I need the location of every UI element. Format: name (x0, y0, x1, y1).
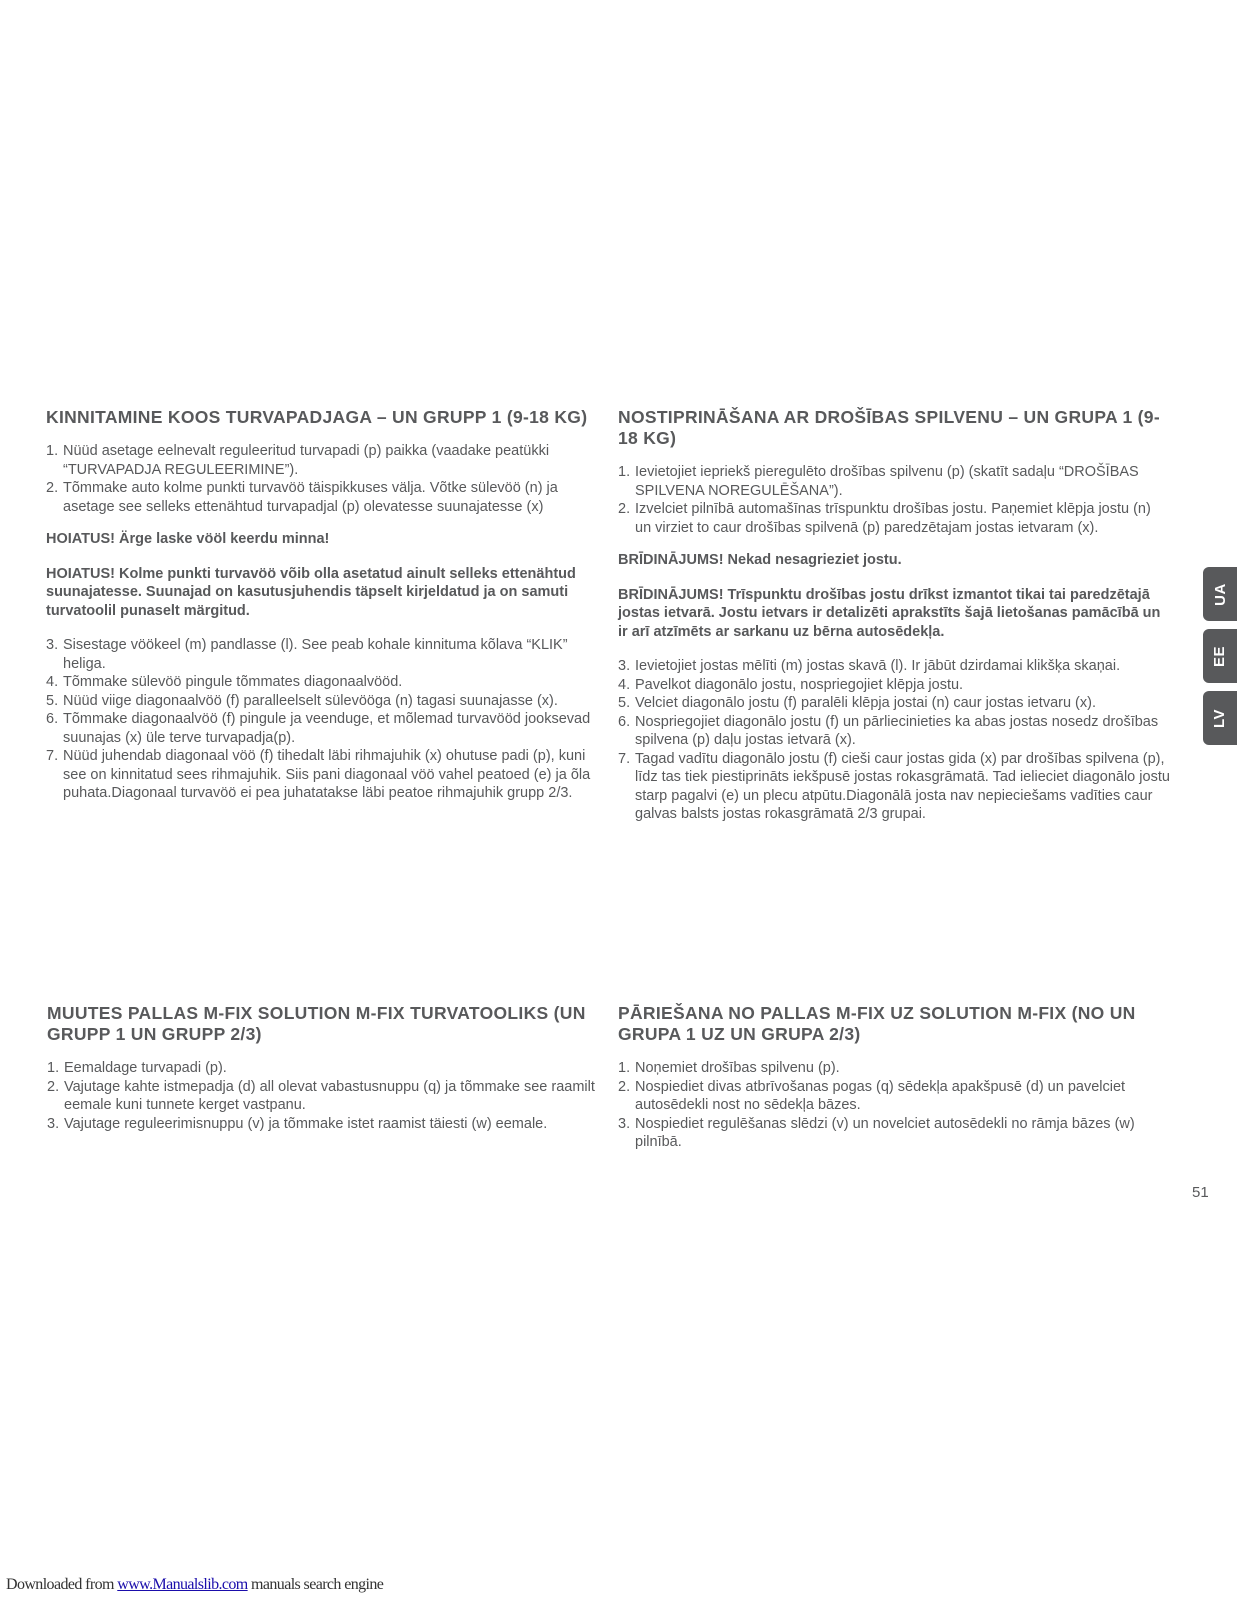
warning-text: BRĪDINĀJUMS! Trīspunktu drošības jostu drīkst izmantot tikai tai paredzētajā jostas ietvarā. Jostu ietvars ir detalizēti aprakstīts šajā lietošanas pamācībā un ir arī atzīmēts ar sarkanu uz bērna autosēdekļa. (618, 586, 1161, 640)
steps-list (618, 463, 1170, 537)
steps-list (46, 636, 606, 803)
list-item: 3. Sisestage vöökeel (m) pandlasse (l). See peab kohale kinnituma kõlava “KLIK” heliga. (46, 637, 568, 672)
download-footer: Downloaded from www.Manualslib.com manuals search engine (6, 1576, 384, 1593)
list-item: 6. Tõmmake diagonaalvöö (f) pingule ja veenduge, et mõlemad turvavööd jooksevad suunajas (x) üle terve turvapadja(p). (46, 711, 591, 746)
list-item: 6. Nospriegojiet diagonālo jostu (f) un pārliecinieties ka abas jostas nosedz drošības spilvena (p) daļu jostas ietvarā (x). (618, 713, 1159, 748)
list-item: 5. Nüüd viige diagonaalvöö (f) paralleelselt sülevööga (n) tagasi suunajasse (x). (46, 692, 558, 709)
list-item: 1. Noņemiet drošības spilvenu (p). (618, 1060, 840, 1076)
list-item: 2. Tõmmake auto kolme punkti turvavöö täispikkuses välja. Võtke sülevöö (n) ja asetage see selleks ettenähtud turvapadjal (p) olevatesse suunajatesse (x) (46, 480, 558, 515)
list-item: 7. Nüüd juhendab diagonaal vöö (f) tihedalt läbi rihmajuhik (x) ohutuse padi (p), kuni see on kinnitatud sees rihmajuhik. Siis pani diagonaal vöö vahel peatoed (e) ja õla puhata.Diagonaal turvavöö ei pea juhatatakse läbi peatoe rihmajuhik grupp 2/3. (46, 748, 591, 801)
section-converting-ee (47, 1003, 607, 1133)
steps-list (618, 1059, 1158, 1152)
list-item: 7. Tagad vadītu diagonālo jostu (f) cieši caur jostas gida (x) par drošības spilvena (p), līdz tas tiek piestiprināts iekšpusē jostas rokasgrāmatā. Tad ielieciet diagonālo jostu starp pagalvi (e) un plecu atpūtu.Diagonālā josta nav nepieciešams vadīties caur galvas balsts jostas rokasgrāmatā 2/3 grupai. (618, 750, 1170, 822)
language-tab-lv[interactable]: LV (1203, 691, 1237, 745)
section-title: NOSTIPRINĀŠANA AR DROŠĪBAS SPILVENU – UN GRUPA 1 (9-18 KG) (618, 407, 1160, 448)
list-item: 1. Ievietojiet iepriekš pieregulēto drošības spilvenu (p) (skatīt sadaļu “DROŠĪBAS SPILVENA NOREGULĒŠANA”). (618, 464, 1139, 499)
list-item: 3. Nospiediet regulēšanas slēdzi (v) un novelciet autosēdekli no rāmja bāzes (w) pilnībā. (618, 1115, 1135, 1150)
section-fitting-with-cushion-lv (618, 407, 1170, 824)
language-tab-ee[interactable]: EE (1203, 629, 1237, 683)
language-tab-ua[interactable]: UA (1203, 567, 1237, 621)
list-item: 1. Nüüd asetage eelnevalt reguleeritud turvapadi (p) paikka (vaadake peatükki “TURVAPADJA REGULEERIMINE”). (46, 443, 550, 478)
steps-list (618, 657, 1170, 824)
steps-list (47, 1059, 607, 1133)
section-fitting-with-cushion-ee (46, 407, 606, 803)
page-number: 51 (1192, 1184, 1209, 1201)
list-item: 5. Velciet diagonālo jostu (f) paralēli klēpja jostai (n) caur jostas ietvaru (x). (618, 695, 1096, 711)
section-title: PĀRIEŠANA NO PALLAS M-FIX UZ SOLUTION M-FIX (NO UN GRUPA 1 UZ UN GRUPA 2/3) (618, 1003, 1136, 1044)
section-title: KINNITAMINE KOOS TURVAPADJAGA – UN GRUPP 1 (9-18 KG) (46, 407, 588, 427)
list-item: 3. Ievietojiet jostas mēlīti (m) jostas skavā (l). Ir jābūt dzirdamai klikšķa skaņai. (618, 658, 1121, 674)
warning-text: BRĪDINĀJUMS! Nekad nesagrieziet jostu. (618, 552, 902, 568)
warning-text: HOIATUS! Kolme punkti turvavöö võib olla asetatud ainult selleks ettenähtud suunajatesse. Suunajad on kasutusjuhendis täpselt kirjeldatud ja on samuti turvatoolil punaselt märgitud. (46, 565, 576, 619)
section-title: MUUTES PALLAS M-FIX SOLUTION M-FIX TURVATOOLIKS (UN GRUPP 1 UN GRUPP 2/3) (47, 1003, 586, 1044)
list-item: 2. Izvelciet pilnībā automašīnas trīspunktu drošības jostu. Paņemiet klēpja jostu (n) un virziet to caur drošības spilvenā (p) paredzētajam jostas ietvaram (x). (618, 501, 1151, 536)
manualslib-link[interactable]: www.Manualslib.com (117, 1576, 248, 1593)
list-item: 4. Tõmmake sülevöö pingule tõmmates diagonaalvööd. (46, 674, 403, 690)
list-item: 2. Vajutage kahte istmepadja (d) all olevat vabastusnuppu (q) ja tõmmake see raamilt eemale kuni tunnete kerget vastpanu. (47, 1078, 595, 1113)
warning-text: HOIATUS! Ärge laske vööl keerdu minna! (46, 531, 330, 547)
list-item: 2. Nospiediet divas atbrīvošanas pogas (q) sēdekļa apakšpusē (d) un pavelciet autosēdekli nost no sēdekļa bāzes. (618, 1078, 1126, 1113)
section-converting-lv (618, 1003, 1158, 1152)
list-item: 1. Eemaldage turvapadi (p). (47, 1060, 227, 1076)
steps-list (46, 442, 606, 516)
list-item: 3. Vajutage reguleerimisnuppu (v) ja tõmmake istet raamist täiesti (w) eemale. (47, 1115, 548, 1132)
list-item: 4. Pavelkot diagonālo jostu, nospriegojiet klēpja jostu. (618, 676, 964, 693)
